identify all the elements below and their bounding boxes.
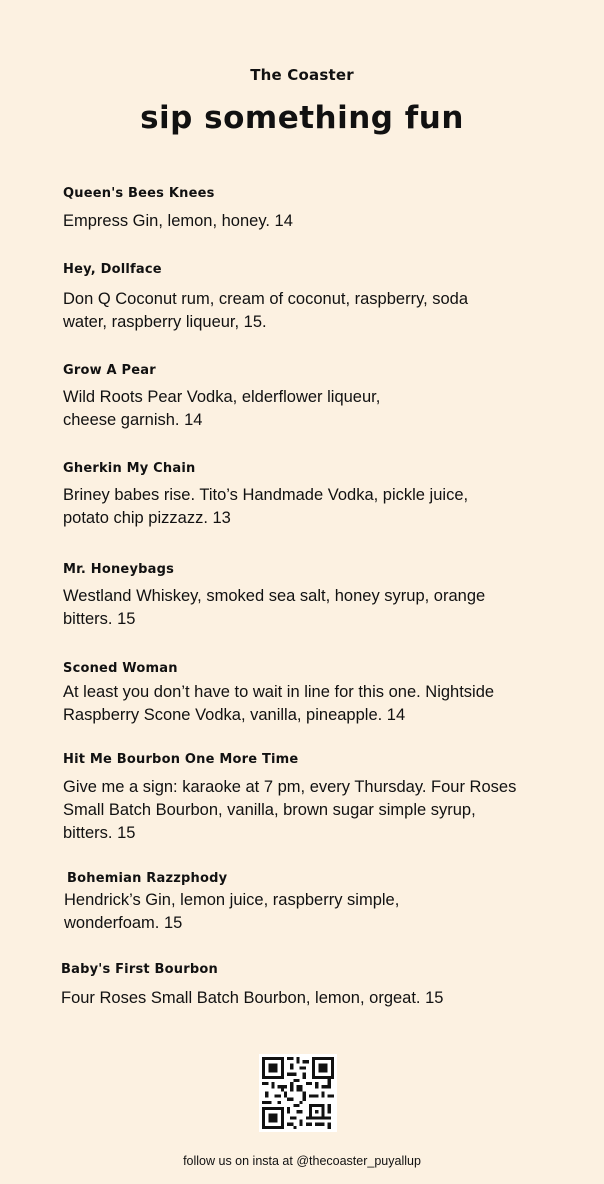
menu-item-name: Bohemian Razzphody <box>67 871 228 886</box>
menu-item-name: Sconed Woman <box>63 661 178 676</box>
menu-item-description: Empress Gin, lemon, honey. 14 <box>63 212 293 230</box>
menu-item-description: Briney babes rise. Tito’s Handmade Vodka, pickle juice, potato chip pizzazz. 13 <box>63 486 469 527</box>
menu-item-description: Don Q Coconut rum, cream of coconut, raspberry, soda water, raspberry liqueur, 15. <box>63 290 469 331</box>
menu-item-description: At least you don’t have to wait in line for this one. Nightside Raspberry Scone Vodka, vanilla, pineapple. 14 <box>63 683 495 724</box>
menu-item-name: Hey, Dollface <box>63 262 162 277</box>
menu-item-description: Wild Roots Pear Vodka, elderflower liqueur, cheese garnish. 14 <box>63 388 381 429</box>
menu-item <box>63 752 563 845</box>
menu-item-name: Hit Me Bourbon One More Time <box>63 752 299 767</box>
menu-item <box>64 871 564 935</box>
menu-item-name: Baby's First Bourbon <box>61 962 218 977</box>
menu-item-description: Hendrick’s Gin, lemon juice, raspberry simple, wonderfoam. 15 <box>64 891 400 932</box>
menu-item <box>63 461 563 530</box>
menu-headline: sip something fun <box>140 100 464 136</box>
menu-item <box>63 262 563 334</box>
menu-item <box>63 661 563 727</box>
menu-item-name: Gherkin My Chain <box>63 461 196 476</box>
instagram-follow-text: follow us on insta at @thecoaster_puyallup <box>183 1154 421 1168</box>
menu-item <box>63 186 563 233</box>
venue-name: The Coaster <box>250 66 354 84</box>
menu-item <box>63 363 563 432</box>
menu-item <box>61 962 561 1010</box>
menu-item-name: Queen's Bees Knees <box>63 186 215 201</box>
menu-item-description: Give me a sign: karaoke at 7 pm, every Thursday. Four Roses Small Batch Bourbon, vanilla, brown sugar simple syrup, bitters. 15 <box>63 778 517 842</box>
menu-item-description: Four Roses Small Batch Bourbon, lemon, orgeat. 15 <box>61 989 444 1007</box>
qr-code[interactable] <box>259 1054 337 1132</box>
menu-item-name: Mr. Honeybags <box>63 562 175 577</box>
menu-item <box>63 562 563 631</box>
menu-item-name: Grow A Pear <box>63 363 156 378</box>
menu-item-description: Westland Whiskey, smoked sea salt, honey syrup, orange bitters. 15 <box>63 587 486 628</box>
